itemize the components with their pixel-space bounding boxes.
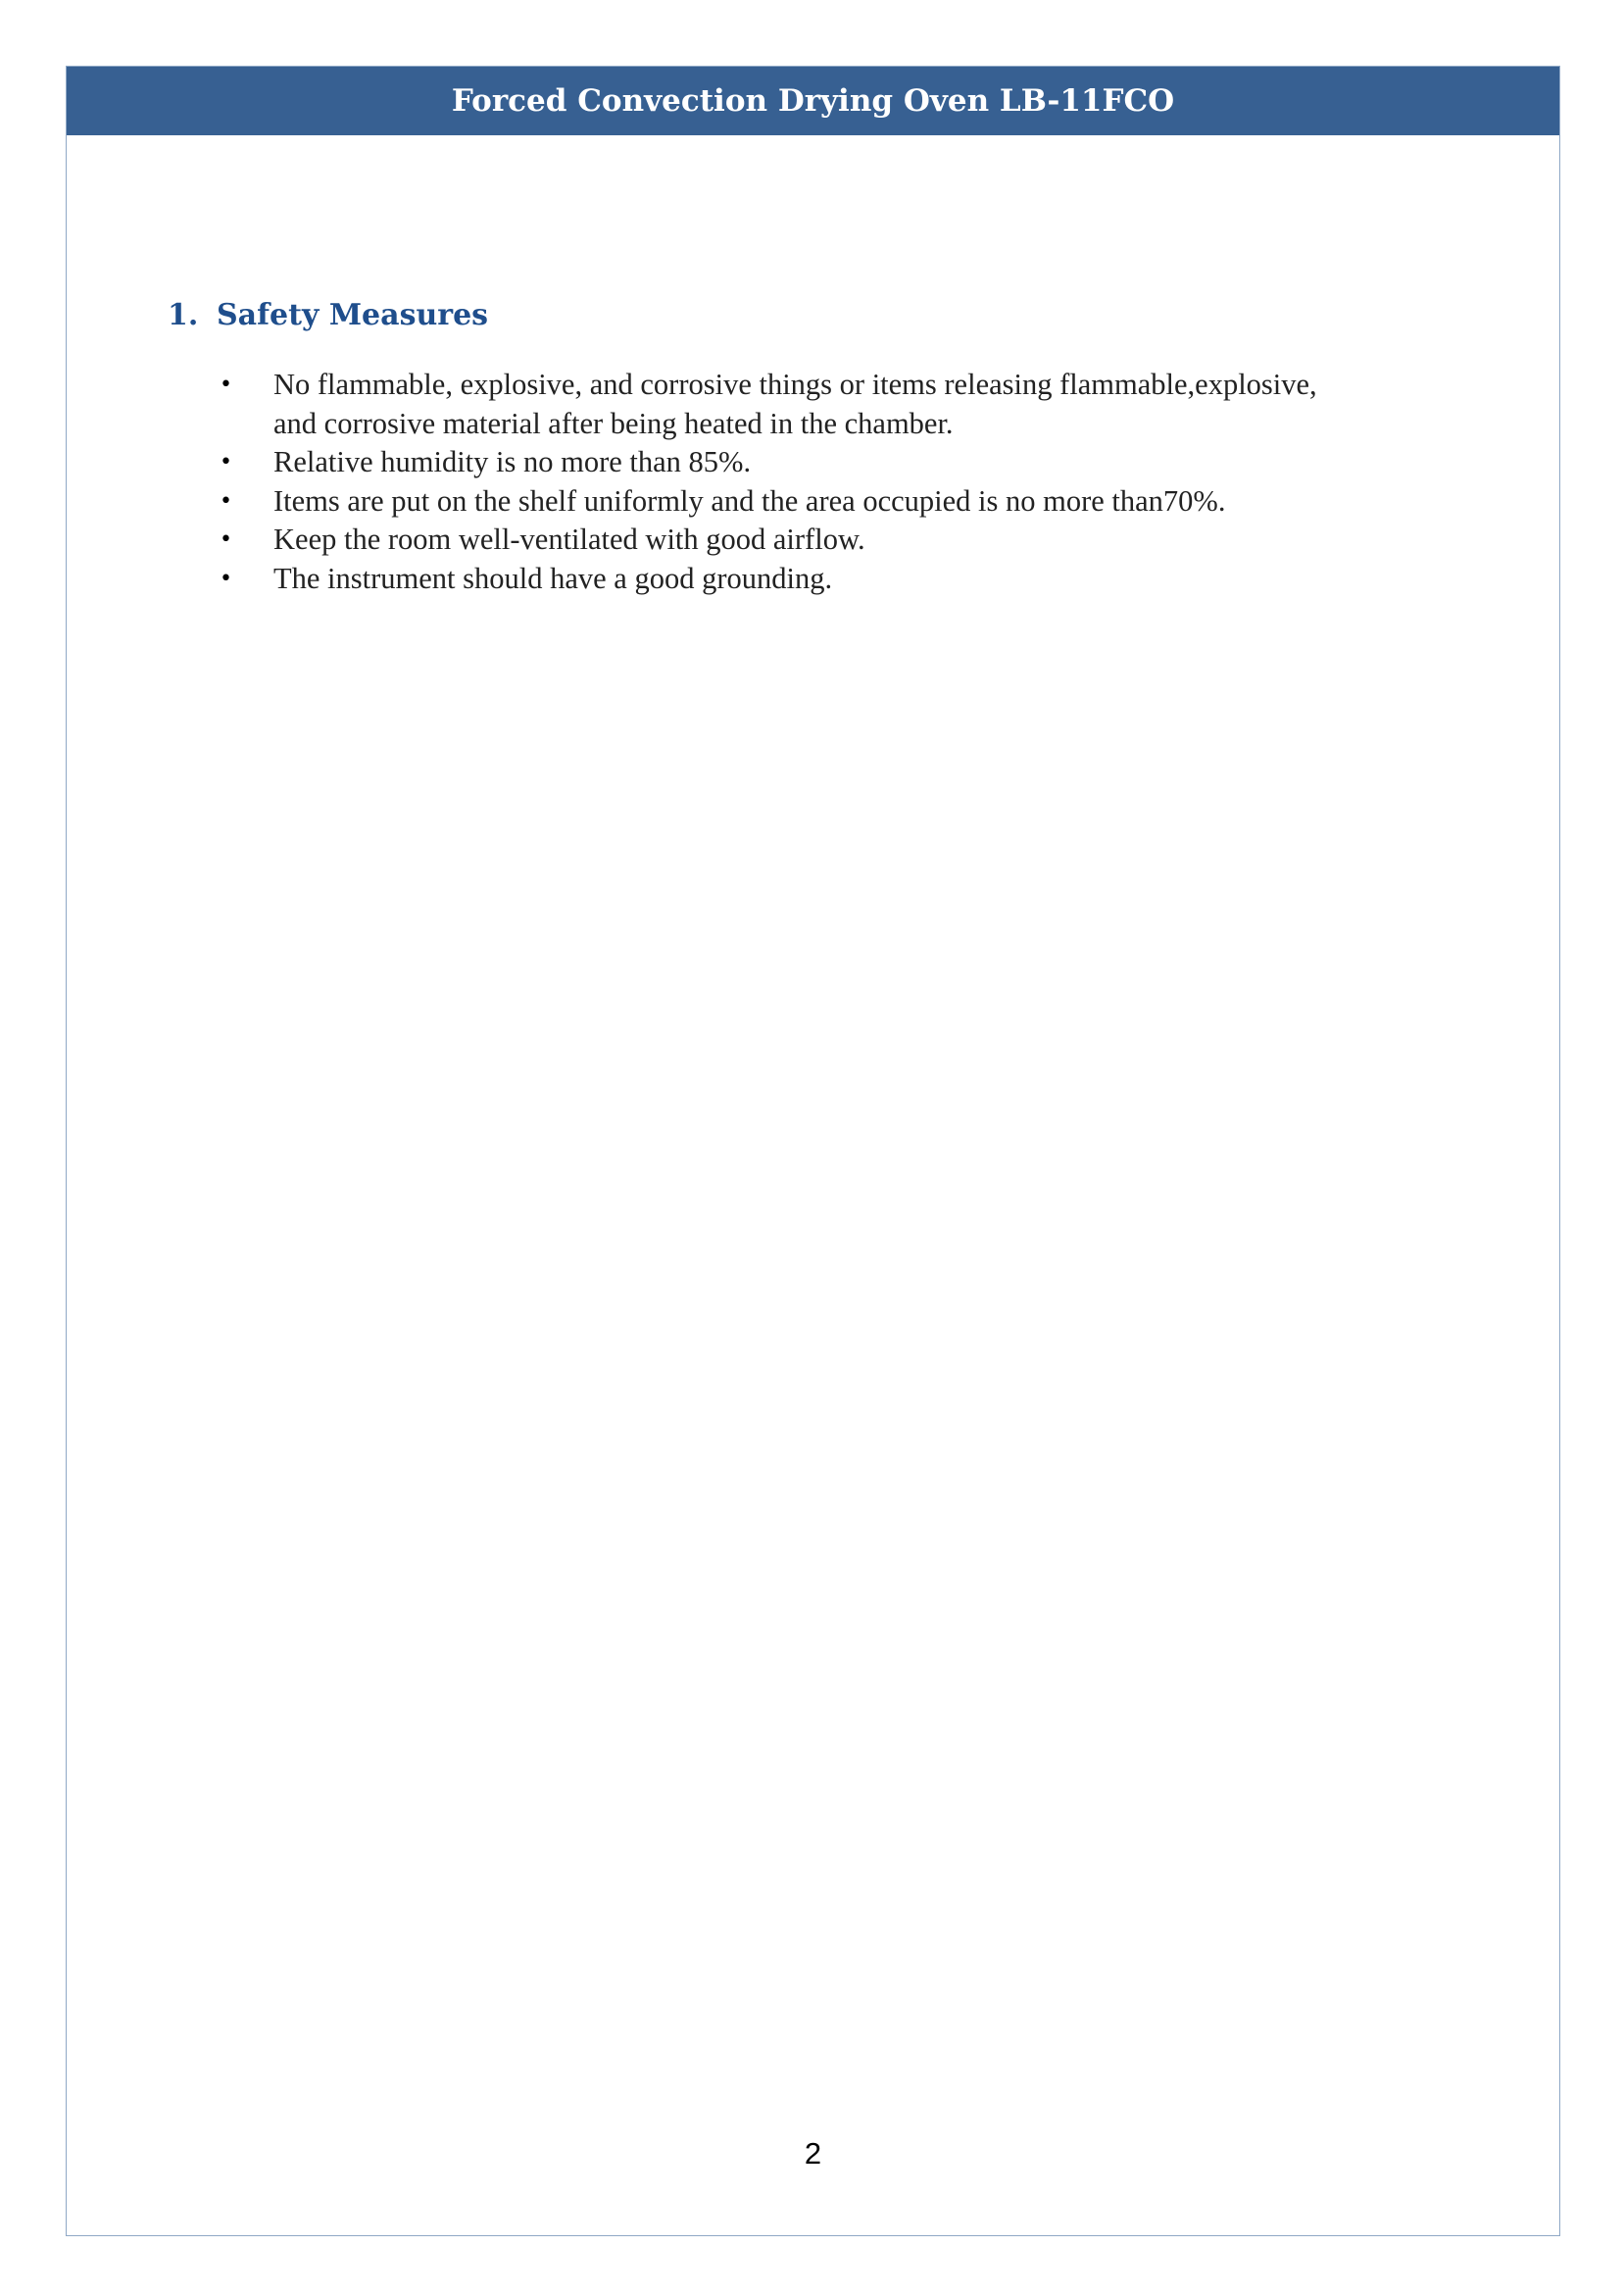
- section-heading: [168, 298, 1520, 332]
- page-number: 2: [804, 2136, 822, 2171]
- bullet-icon: •: [220, 373, 232, 397]
- header-band: [67, 67, 1559, 135]
- section-number: 1.: [168, 298, 199, 332]
- bullet-icon: •: [220, 566, 232, 591]
- list-item-text-continued: and corrosive material after being heated in the chamber.: [273, 406, 954, 440]
- list-item-text: Relative humidity is no more than 85%.: [273, 445, 752, 478]
- bullet-icon: •: [220, 527, 232, 552]
- list-item: [168, 366, 1520, 443]
- page-frame: [66, 66, 1560, 2236]
- safety-bullet-list: [168, 366, 1520, 598]
- safety-measures-section: [168, 298, 1520, 598]
- list-item-text: Items are put on the shelf uniformly and the area occupied is no more than70%.: [273, 483, 1226, 518]
- list-item-text: No flammable, explosive, and corrosive things or items releasing flammable,explosive,: [273, 368, 1317, 401]
- list-item: [168, 521, 1520, 560]
- document-title: Forced Convection Drying Oven LB-11FCO: [451, 83, 1175, 119]
- bullet-icon: •: [220, 450, 232, 474]
- list-item: [168, 443, 1520, 482]
- bullet-icon: •: [220, 488, 232, 514]
- list-item-text: Keep the room well-ventilated with good airflow.: [273, 523, 865, 556]
- section-title: Safety Measures: [217, 298, 489, 332]
- list-item: [168, 482, 1520, 522]
- list-item-text: The instrument should have a good grounding.: [273, 561, 833, 595]
- list-item: [168, 560, 1520, 599]
